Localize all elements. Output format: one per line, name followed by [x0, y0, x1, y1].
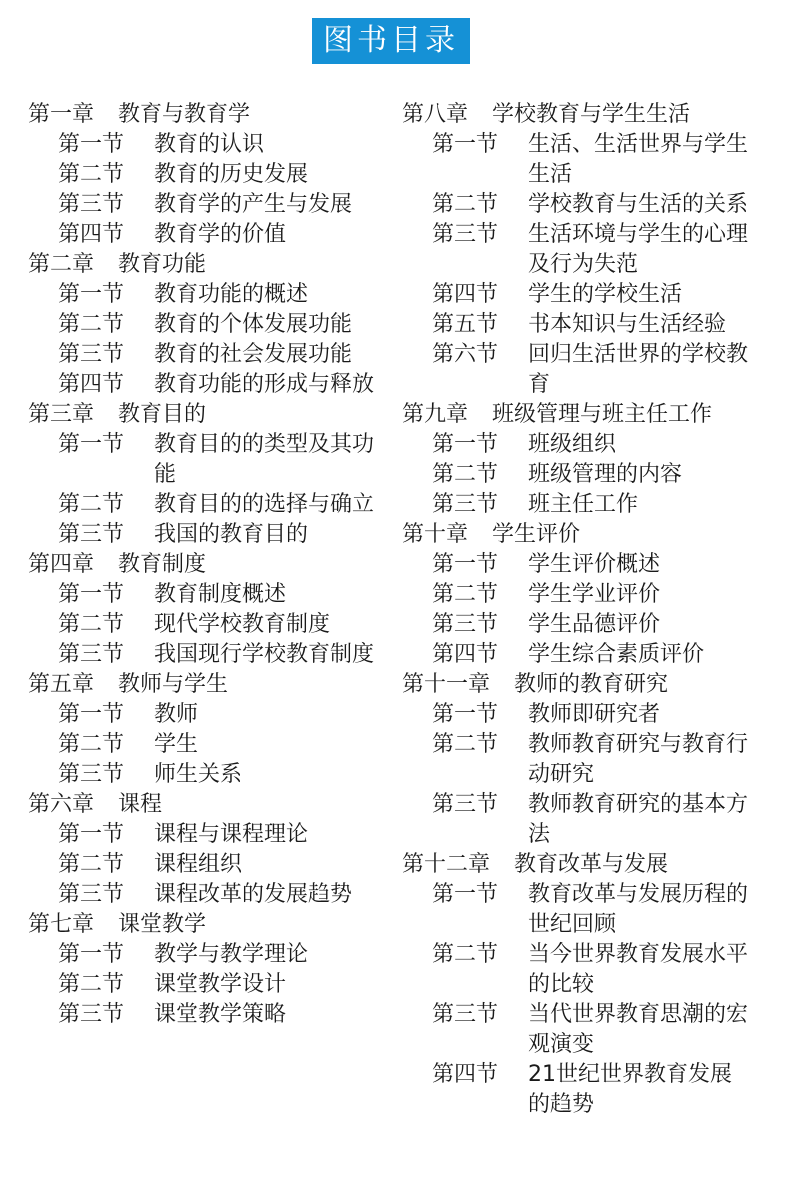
toc-section — [402, 640, 762, 670]
section-number: 第四节 — [432, 642, 499, 667]
toc-section — [28, 160, 378, 190]
section-number: 第四节 — [432, 1062, 499, 1087]
chapter-number: 第五章 — [28, 672, 95, 697]
toc-section — [28, 730, 378, 760]
section-title: 教师教育研究与教育行动研究 — [528, 732, 749, 787]
chapter-number: 第十章 — [402, 522, 469, 547]
section-title: 教育目的的选择与确立 — [154, 492, 375, 517]
section-number: 第一节 — [432, 552, 499, 577]
toc-section — [402, 490, 762, 520]
toc-left-column — [28, 100, 378, 1030]
toc-section — [28, 640, 378, 670]
toc-chapter — [28, 100, 378, 130]
section-title: 学生的学校生活 — [528, 282, 683, 307]
toc-section — [402, 1060, 762, 1120]
section-title: 教育的社会发展功能 — [154, 342, 353, 367]
section-title: 学生评价概述 — [528, 552, 661, 577]
section-title: 教师 — [154, 702, 199, 727]
section-number: 第六节 — [432, 342, 499, 367]
toc-section — [402, 610, 762, 640]
section-title: 班级管理的内容 — [528, 462, 683, 487]
toc-section — [28, 190, 378, 220]
toc-section — [28, 580, 378, 610]
section-number: 第三节 — [58, 642, 125, 667]
section-number: 第三节 — [58, 192, 125, 217]
chapter-number: 第一章 — [28, 102, 95, 127]
toc-chapter — [28, 790, 378, 820]
toc-section — [402, 880, 762, 940]
toc-chapter — [28, 550, 378, 580]
chapter-title: 教育制度 — [118, 552, 207, 577]
toc-section — [402, 1000, 762, 1060]
section-number: 第二节 — [432, 582, 499, 607]
section-number: 第二节 — [58, 852, 125, 877]
section-title: 教师教育研究的基本方法 — [528, 792, 749, 847]
toc-section — [28, 310, 378, 340]
section-number: 第一节 — [58, 702, 125, 727]
chapter-title: 课堂教学 — [118, 912, 207, 937]
section-title: 学生品德评价 — [528, 612, 661, 637]
toc-section — [402, 790, 762, 850]
section-number: 第四节 — [58, 372, 125, 397]
section-number: 第二节 — [58, 612, 125, 637]
section-number: 第二节 — [58, 972, 125, 997]
section-title: 课堂教学策略 — [154, 1002, 287, 1027]
section-number: 第三节 — [58, 342, 125, 367]
section-title: 当代世界教育思潮的宏观演变 — [528, 1002, 749, 1057]
toc-section — [402, 130, 762, 190]
chapter-number: 第六章 — [28, 792, 95, 817]
section-number: 第三节 — [432, 612, 499, 637]
section-title: 课程组织 — [154, 852, 243, 877]
toc-chapter — [28, 250, 378, 280]
toc-section — [28, 520, 378, 550]
chapter-number: 第十二章 — [402, 852, 491, 877]
section-title: 课程改革的发展趋势 — [154, 882, 353, 907]
section-number: 第四节 — [432, 282, 499, 307]
chapter-title: 教育改革与发展 — [514, 852, 669, 877]
section-number: 第二节 — [432, 732, 499, 757]
section-number: 第二节 — [58, 162, 125, 187]
section-title: 班主任工作 — [528, 492, 639, 517]
section-number: 第二节 — [432, 192, 499, 217]
section-number: 第一节 — [58, 432, 125, 457]
section-number: 第二节 — [58, 732, 125, 757]
section-title: 学生学业评价 — [528, 582, 661, 607]
section-title: 课堂教学设计 — [154, 972, 287, 997]
toc-section — [28, 280, 378, 310]
section-title: 教育改革与发展历程的世纪回顾 — [528, 882, 749, 937]
section-number: 第三节 — [58, 522, 125, 547]
toc-section — [28, 880, 378, 910]
toc-section — [28, 130, 378, 160]
section-title: 当今世界教育发展水平的比较 — [528, 942, 749, 997]
toc-section — [28, 430, 378, 490]
section-number: 第二节 — [58, 312, 125, 337]
section-number: 第一节 — [58, 282, 125, 307]
chapter-title: 学校教育与学生生活 — [492, 102, 691, 127]
section-title: 教育学的产生与发展 — [154, 192, 353, 217]
section-title: 师生关系 — [154, 762, 243, 787]
chapter-title: 班级管理与班主任工作 — [492, 402, 713, 427]
section-title: 教学与教学理论 — [154, 942, 309, 967]
section-number: 第一节 — [432, 132, 499, 157]
section-title: 学校教育与生活的关系 — [528, 192, 749, 217]
chapter-number: 第九章 — [402, 402, 469, 427]
chapter-number: 第二章 — [28, 252, 95, 277]
chapter-number: 第四章 — [28, 552, 95, 577]
section-number: 第五节 — [432, 312, 499, 337]
toc-section — [402, 310, 762, 340]
section-title: 课程与课程理论 — [154, 822, 309, 847]
toc-section — [402, 700, 762, 730]
chapter-number: 第七章 — [28, 912, 95, 937]
chapter-number: 第三章 — [28, 402, 95, 427]
section-title: 生活、生活世界与学生生活 — [528, 132, 749, 187]
section-number: 第三节 — [432, 792, 499, 817]
section-title: 我国的教育目的 — [154, 522, 309, 547]
section-title: 教育制度概述 — [154, 582, 287, 607]
toc-chapter — [28, 400, 378, 430]
toc-section — [402, 430, 762, 460]
section-title: 教育的历史发展 — [154, 162, 309, 187]
section-title: 21世纪世界教育发展的趋势 — [528, 1062, 732, 1117]
toc-section — [402, 340, 762, 400]
section-title: 回归生活世界的学校教育 — [528, 342, 749, 397]
section-title: 教育功能的概述 — [154, 282, 309, 307]
section-title: 学生 — [154, 732, 199, 757]
toc-section — [402, 550, 762, 580]
section-title: 我国现行学校教育制度 — [154, 642, 375, 667]
section-title: 现代学校教育制度 — [154, 612, 331, 637]
section-number: 第一节 — [58, 822, 125, 847]
section-number: 第一节 — [58, 942, 125, 967]
section-number: 第三节 — [432, 222, 499, 247]
section-number: 第二节 — [432, 462, 499, 487]
toc-chapter — [402, 850, 762, 880]
toc-section — [28, 700, 378, 730]
toc-chapter — [402, 520, 762, 550]
toc-section — [28, 370, 378, 400]
chapter-number: 第十一章 — [402, 672, 491, 697]
chapter-title: 学生评价 — [492, 522, 581, 547]
toc-section — [402, 460, 762, 490]
toc-section — [28, 940, 378, 970]
section-number: 第三节 — [58, 1002, 125, 1027]
section-title: 教育的个体发展功能 — [154, 312, 353, 337]
chapter-title: 教师与学生 — [118, 672, 229, 697]
toc-section — [402, 580, 762, 610]
section-number: 第一节 — [432, 432, 499, 457]
section-title: 学生综合素质评价 — [528, 642, 705, 667]
toc-section — [28, 850, 378, 880]
section-number: 第三节 — [432, 492, 499, 517]
section-number: 第一节 — [432, 702, 499, 727]
toc-section — [402, 190, 762, 220]
section-number: 第一节 — [58, 132, 125, 157]
section-number: 第三节 — [432, 1002, 499, 1027]
section-number: 第三节 — [58, 762, 125, 787]
section-number: 第一节 — [432, 882, 499, 907]
chapter-title: 教师的教育研究 — [514, 672, 669, 697]
toc-section — [402, 280, 762, 310]
section-title: 生活环境与学生的心理及行为失范 — [528, 222, 749, 277]
toc-section — [28, 340, 378, 370]
chapter-title: 教育与教育学 — [118, 102, 251, 127]
section-title: 教育学的价值 — [154, 222, 287, 247]
chapter-title: 课程 — [118, 792, 163, 817]
toc-section — [28, 970, 378, 1000]
toc-section — [402, 940, 762, 1000]
section-number: 第三节 — [58, 882, 125, 907]
toc-chapter — [28, 910, 378, 940]
section-title: 教育的认识 — [154, 132, 265, 157]
section-number: 第二节 — [432, 942, 499, 967]
chapter-title: 教育目的 — [118, 402, 207, 427]
toc-section — [28, 820, 378, 850]
toc-section — [28, 760, 378, 790]
catalog-title: 图书目录 — [323, 23, 459, 58]
section-number: 第一节 — [58, 582, 125, 607]
section-number: 第二节 — [58, 492, 125, 517]
toc-section — [402, 730, 762, 790]
chapter-title: 教育功能 — [118, 252, 207, 277]
section-title: 班级组织 — [528, 432, 617, 457]
section-title: 教师即研究者 — [528, 702, 661, 727]
toc-chapter — [402, 100, 762, 130]
toc-section — [28, 1000, 378, 1030]
catalog-header — [312, 18, 470, 64]
toc-chapter — [28, 670, 378, 700]
section-title: 书本知识与生活经验 — [528, 312, 727, 337]
toc-section — [28, 610, 378, 640]
toc-section — [28, 490, 378, 520]
toc-chapter — [402, 400, 762, 430]
toc-section — [402, 220, 762, 280]
chapter-number: 第八章 — [402, 102, 469, 127]
section-number: 第四节 — [58, 222, 125, 247]
section-title: 教育功能的形成与释放 — [154, 372, 375, 397]
toc-section — [28, 220, 378, 250]
section-title: 教育目的的类型及其功能 — [154, 432, 375, 487]
toc-right-column — [402, 100, 762, 1120]
toc-chapter — [402, 670, 762, 700]
